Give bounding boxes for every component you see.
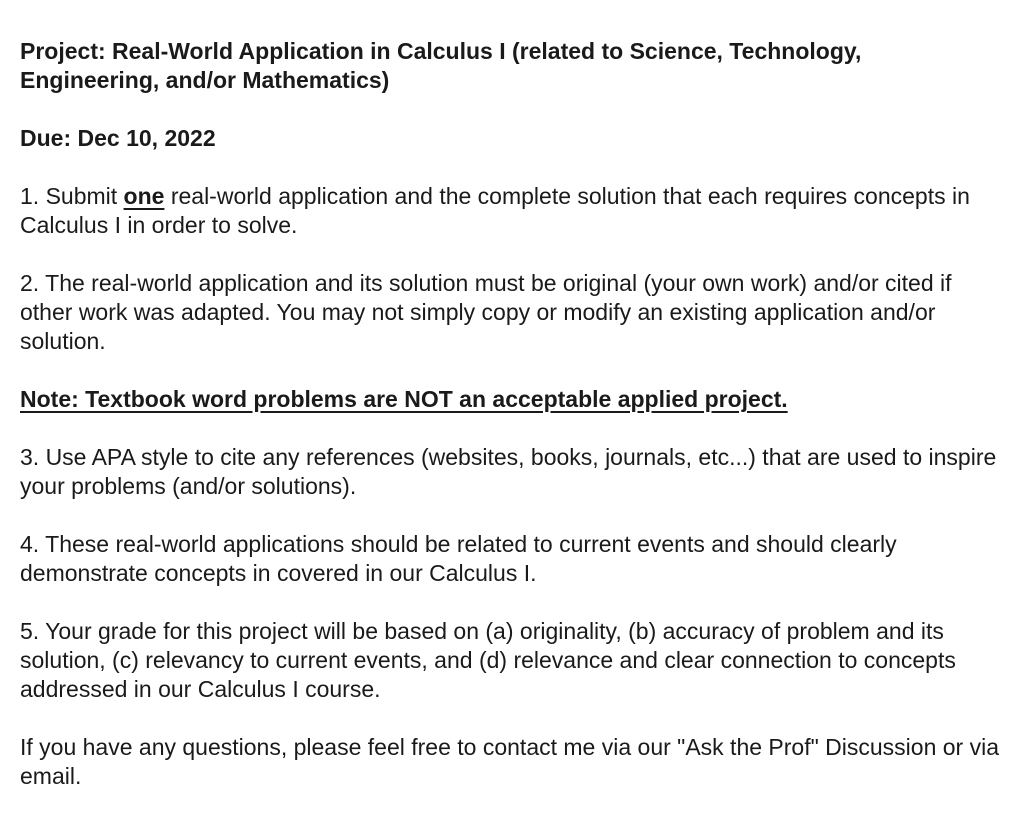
item-1-text-start: 1. Submit <box>20 183 124 209</box>
item-1-text-end: real-world application and the complete solution that each requires concepts in Calculus I in order to solve. <box>20 183 970 238</box>
instruction-item-2: 2. The real-world application and its solution must be original (your own work) and/or cited if other work was adapted. You may not simply copy or modify an existing application and/or solution. <box>20 270 952 354</box>
closing-text: If you have any questions, please feel free to contact me via our "Ask the Prof" Discussion or via email. <box>20 734 999 789</box>
item-1-emphasis: one <box>123 183 165 209</box>
instruction-item-5: 5. Your grade for this project will be based on (a) originality, (b) accuracy of problem and its solution, (c) relevancy to current events, and (d) relevance and clear connection to concepts addressed in our Calculus I course. <box>20 618 956 702</box>
instruction-item-3: 3. Use APA style to cite any references (websites, books, journals, etc...) that are used to inspire your problems (and/or solutions). <box>20 444 997 499</box>
due-date: Due: Dec 10, 2022 <box>20 125 216 151</box>
note-text: Note: Textbook word problems are NOT an acceptable applied project. <box>20 386 788 412</box>
instruction-item-1 <box>20 182 1004 240</box>
instruction-item-4: 4. These real-world applications should be related to current events and should clearly demonstrate concepts in covered in our Calculus I. <box>20 531 897 586</box>
project-title: Project: Real-World Application in Calculus I (related to Science, Technology, Engineering, and/or Mathematics) <box>20 38 862 93</box>
